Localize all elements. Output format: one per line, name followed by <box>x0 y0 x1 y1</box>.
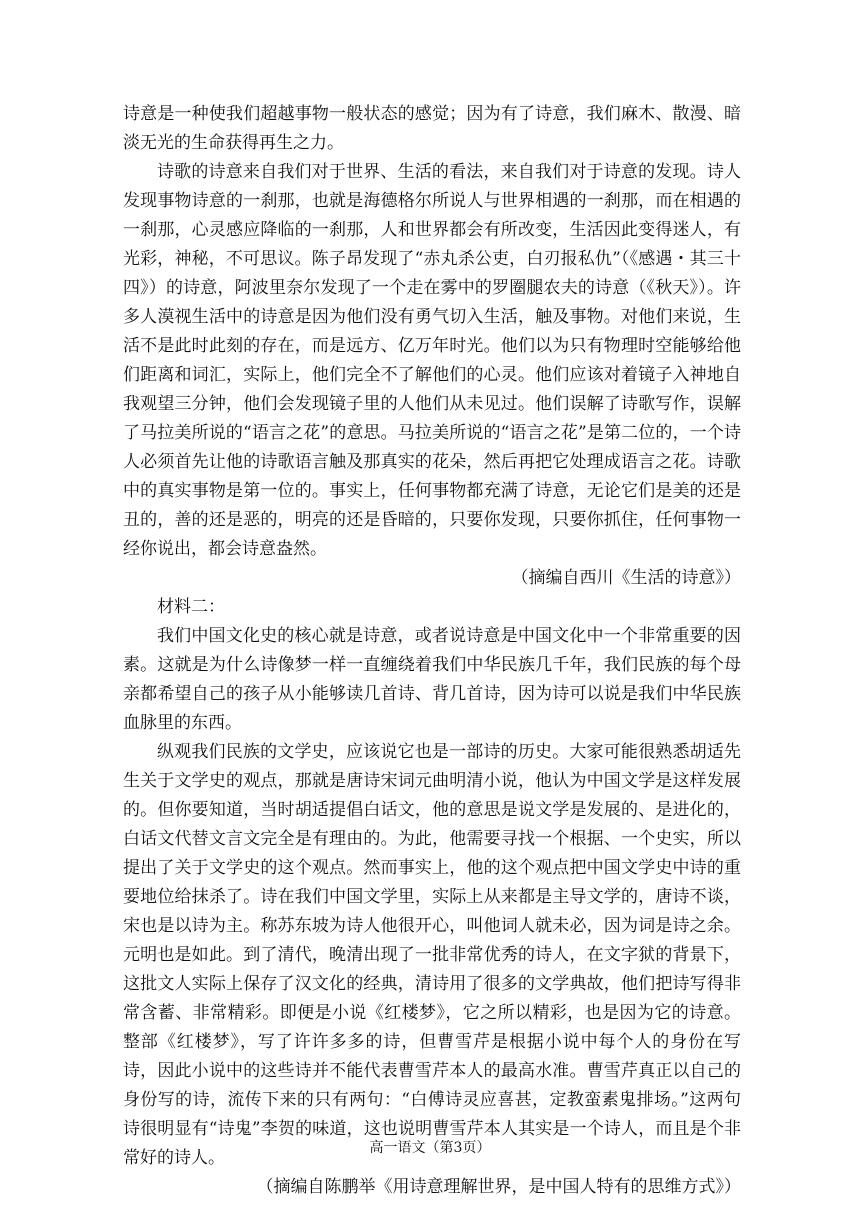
page-footer: 高一语文（第3页） <box>369 1140 491 1156</box>
paragraph-2: 诗歌的诗意来自我们对于世界、生活的看法，来自我们对于诗意的发现。诗人发现事物诗意的一刹那，也就是海德格尔所说人与世界相遇的一刹那，而在相遇的一刹那，心灵感应降临的一刹那，人和世界都会有所改变，生活因此变得迷人，有光彩，神秘，不可思议。陈子昂发现了“赤丸杀公吏，白刃报私仇”（《感遇・其三十四》）的诗意，阿波里奈尔发现了一个走在雾中的罗圈腿农夫的诗意（《秋天》）。许多人漠视生活中的诗意是因为他们没有勇气切入生活，触及事物。对他们来说，生活不是此时此刻的存在，而是远方、亿万年时光。他们以为只有物理时空能够给他们距离和词汇，实际上，他们完全不了解他们的心灵。他们应该对着镜子入神地自我观望三分钟，他们会发现镜子里的人他们从未见过。他们误解了诗歌写作，误解了马拉美所说的“语言之花”的意思。马拉美所说的“语言之花”是第二位的，一个诗人必须首先让他的诗歌语言触及那真实的花朵，然后再把它处理成语言之花。诗歌中的真实事物是第一位的。事实上，任何事物都充满了诗意，无论它们是美的还是丑的，善的还是恶的，明亮的还是昏暗的，只要你发现，只要你抓住，任何事物一经你说出，都会诗意盎然。 <box>123 162 741 559</box>
paragraph-4: 纵观我们民族的文学史，应该说它也是一部诗的历史。大家可能很熟悉胡适先生关于文学史的观点，那就是唐诗宋词元曲明清小说，他认为中国文学是这样发展的。但你要知道，当时胡适提倡白话文，他的意思是说文学是发展的、是进化的，白话文代替文言文完全是有理由的。为此，他需要寻找一个根据、一个史实，所以提出了关于文学史的这个观点。然而事实上，他的这个观点把中国文学史中诗的重要地位给抹杀了。诗在我们中国文学里，实际上从来都是主导文学的，唐诗不谈，宋也是以诗为主。称苏东坡为诗人他很开心，叫他词人就未必，因为词是诗之余。元明也是如此。到了清代，晚清出现了一批非常优秀的诗人，在文字狱的背景下，这批文人实际上保存了汉文化的经典，清诗用了很多的文学典故，他们把诗写得非常含蓄、非常精彩。即便是小说《红楼梦》，它之所以精彩，也是因为它的诗意。整部《红楼梦》，写了许许多多的诗，但曹雪芹是根据小说中每个人的身份在写诗，因此小说中的这些诗并不能代表曹雪芹本人的最高水准。曹雪芹真正以自己的身份写的诗，流传下来的只有两句：“白傅诗灵应喜甚，定教蛮素鬼排场。”这两句诗很明显有“诗鬼”李贺的味道，这也说明曹雪芹本人其实是一个诗人，而且是个非常好的诗人。 <box>123 742 741 1168</box>
citation-2: （摘编自陈鹏举《用诗意理解世界，是中国人特有的思维方式》） <box>256 1177 741 1197</box>
citation-1: （摘编自西川《生活的诗意》） <box>511 568 741 588</box>
material-two-label: 材料二： <box>157 597 225 617</box>
paragraph-3: 我们中国文化史的核心就是诗意，或者说诗意是中国文化中一个非常重要的因素。这就是为什么诗像梦一样一直缠绕着我们中华民族几千年，我们民族的每个母亲都希望自己的孩子从小能够读几首诗、背几首诗，因为诗可以说是我们中华民族血脉里的东西。 <box>123 626 741 733</box>
paragraph-1: 诗意是一种使我们超越事物一般状态的感觉；因为有了诗意，我们麻木、散漫、暗淡无光的生命获得再生之力。 <box>123 104 741 153</box>
body-text <box>123 100 741 1202</box>
